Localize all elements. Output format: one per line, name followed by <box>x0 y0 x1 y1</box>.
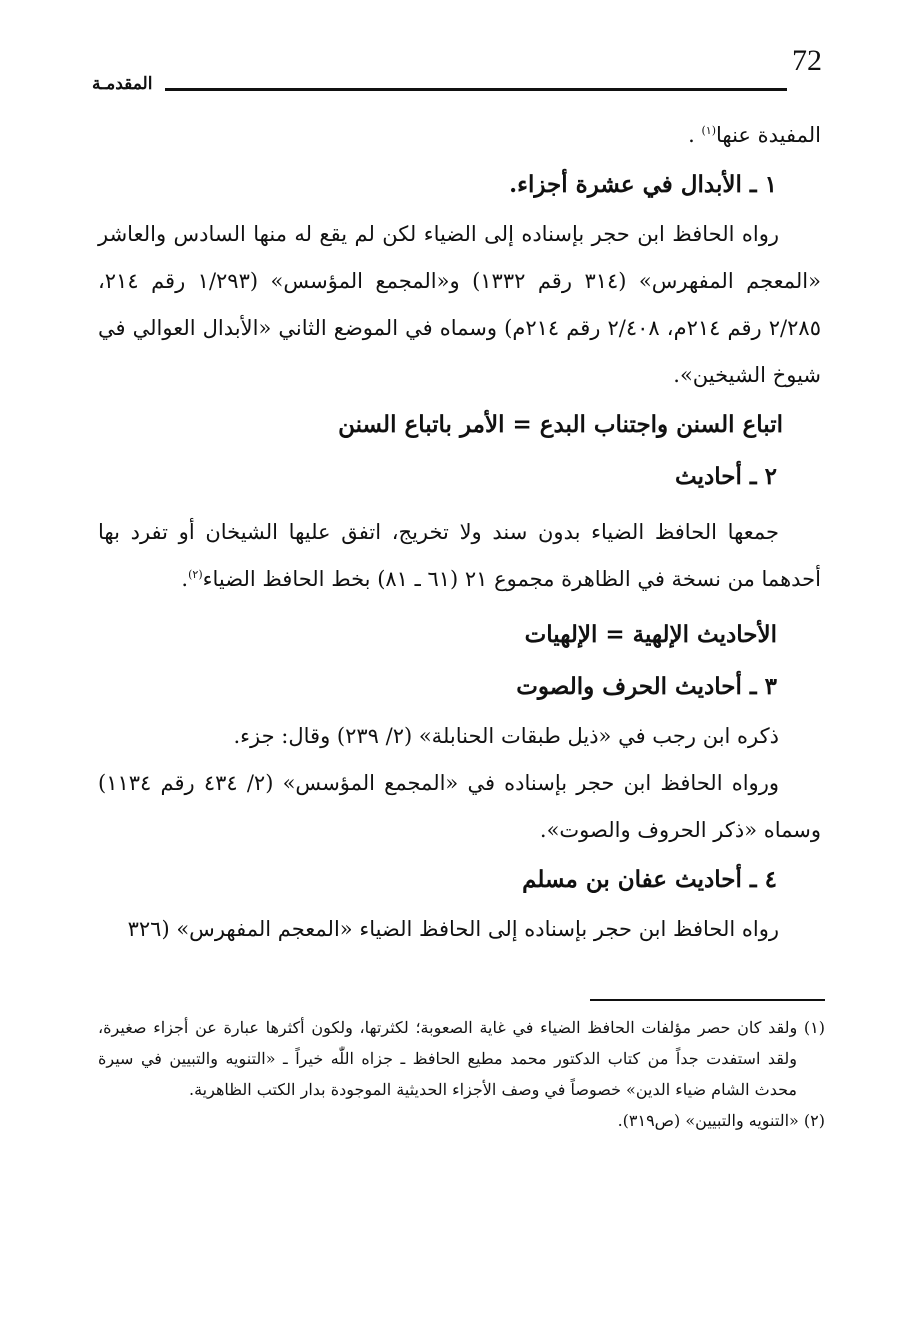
running-head: المقدمـة <box>92 74 153 94</box>
section-3-paragraph-1: ذكره ابن رجب في «ذيل طبقات الحنابلة» (٢/ ٢٣٩) وقال: جزء. <box>233 724 779 748</box>
footnote-1: (١) ولقد كان حصر مؤلفات الحافظ الضياء في غاية الصعوبة؛ لكثرتها، ولكون أكثرها عبارة عن أجزاء صغيرة، ولقد استفدت جداً من كتاب الدكتور محمد مطيع الحافظ ـ جزاه اللّٰه خيراً ـ «التنويه والتبيين في سيرة محدث الشام ضياء الدين» خصوصاً في وصف الأجزاء الحديثية الموجودة بدار الكتب الظاهرية. <box>98 1018 825 1099</box>
section-4-heading: ٤ ـ أحاديث عفان بن مسلم <box>522 866 777 893</box>
footnote-ref-2: (٢) <box>188 568 203 581</box>
section-3-paragraph-2: ورواه الحافظ ابن حجر بإسناده في «المجمع المؤسس» (٢/ ٤٣٤ رقم ١١٣٤) وسماه «ذكر الحروف والصوت». <box>98 771 821 842</box>
header-rule <box>165 88 787 91</box>
opening-text: المفيدة عنها <box>716 123 821 147</box>
section-1-paragraph: رواه الحافظ ابن حجر بإسناده إلى الضياء لكن لم يقع له منها السادس والعاشر «المعجم المفهرس» (٣١٤ رقم ١٣٣٢) و«المجمع المؤسس» (١/٢٩٣ رقم ٢١٤، ٢/٢٨٥ رقم ٢١٤م، ٢/٤٠٨ رقم ٢١٤م) وسماه في الموضع الثاني «الأبدال العوالي في شيوخ الشيخين». <box>98 222 821 387</box>
section-4-paragraph: رواه الحافظ ابن حجر بإسناده إلى الحافظ الضياء «المعجم المفهرس» (٣٢٦ <box>127 917 779 941</box>
section-2-heading: ٢ ـ أحاديث <box>675 463 777 490</box>
section-2b-heading: الأحاديث الإلهية = الإلهيات <box>524 621 777 648</box>
main-text <box>98 112 821 953</box>
page-number: 72 <box>792 44 822 77</box>
section-3-heading: ٣ ـ أحاديث الحرف والصوت <box>516 673 777 700</box>
section-1b-heading: اتباع السنن واجتناب البدع = الأمر باتباع السنن <box>338 411 783 438</box>
section-2-end: . <box>181 567 189 591</box>
section-2-text: جمعها الحافظ الضياء بدون سند ولا تخريج، اتفق عليها الشيخان أو تفرد بها أحدهما من نسخة في الظاهرة مجموع ٢١ (٦١ ـ ٨١) بخط الحافظ الضياء <box>98 520 821 591</box>
opening-end: . <box>688 123 702 147</box>
section-2-paragraph <box>98 509 821 603</box>
footnote-ref-1: (١) <box>701 124 717 137</box>
opening-line <box>98 112 821 159</box>
footnote-2: (٢) «التنويه والتبيين» (ص٣١٩). <box>617 1111 825 1130</box>
section-1-heading: ١ ـ الأبدال في عشرة أجزاء. <box>509 171 777 198</box>
footnotes <box>98 1012 825 1136</box>
footnote-rule <box>590 999 825 1001</box>
